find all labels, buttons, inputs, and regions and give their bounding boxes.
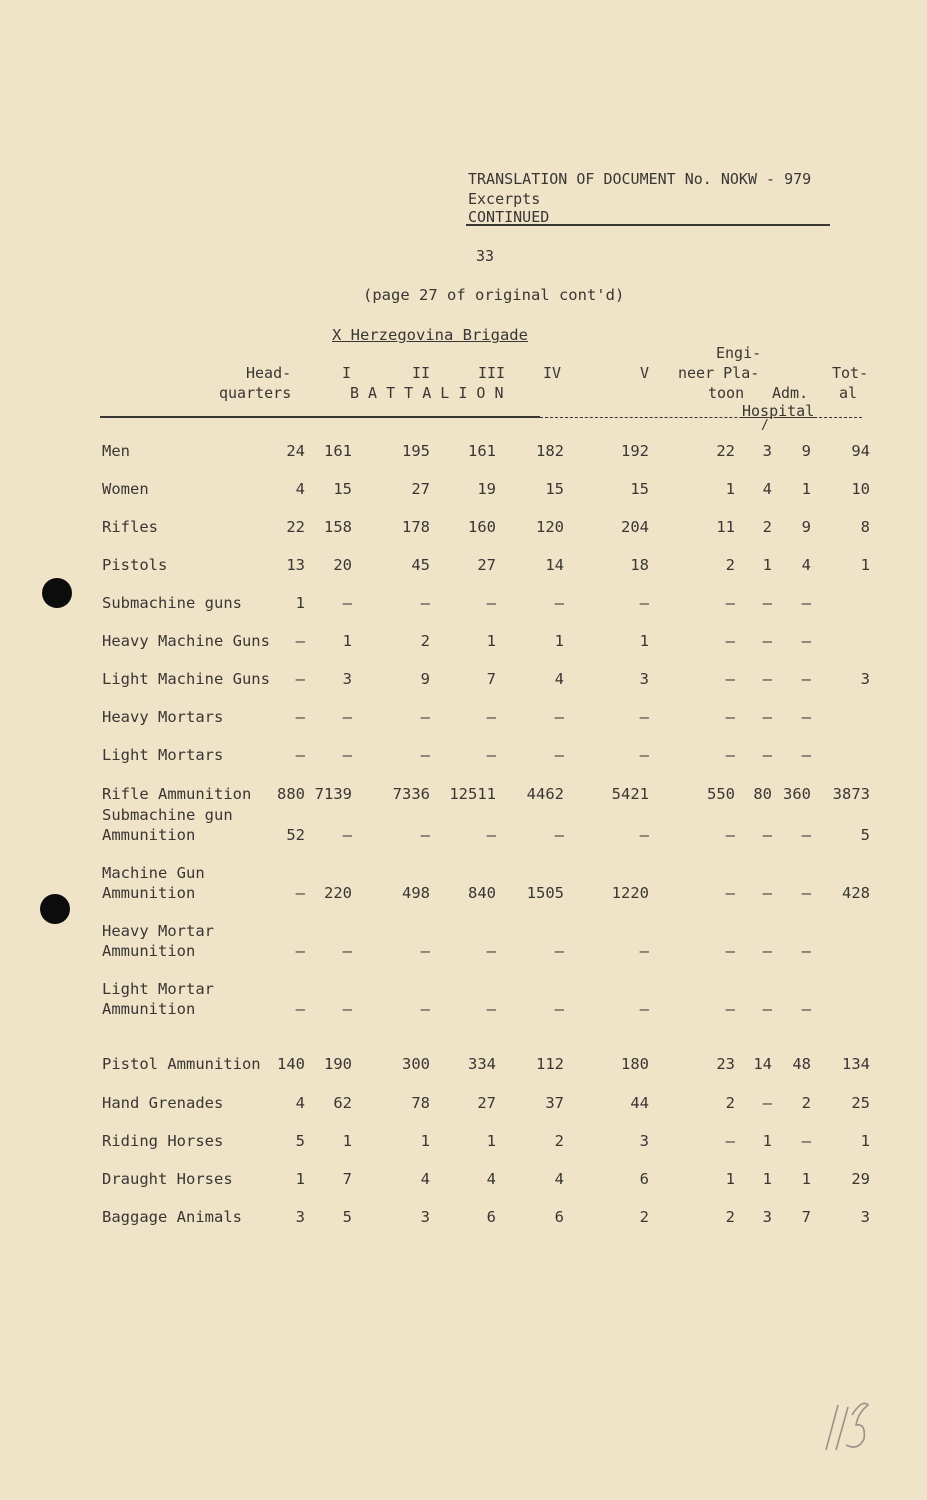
row-label: Heavy Mortar — [102, 922, 214, 940]
table-cell-hosp: 2 — [801, 1094, 811, 1112]
table-cell-b4: – — [554, 826, 564, 844]
table-cell-b2: 498 — [402, 884, 430, 902]
table-cell-b5: – — [639, 594, 649, 612]
table-cell-b1: 161 — [324, 442, 352, 460]
table-cell-hq: – — [295, 632, 305, 650]
table-cell-b2: – — [420, 708, 430, 726]
table-cell-eng: – — [725, 826, 735, 844]
table-header-rule — [100, 416, 540, 418]
row-label: Light Mortar — [102, 980, 214, 998]
table-cell-b1: 62 — [333, 1094, 352, 1112]
handwritten-initials — [818, 1395, 878, 1455]
table-cell-eng: 11 — [716, 518, 735, 536]
table-cell-eng: – — [725, 1132, 735, 1150]
table-cell-b2: 1 — [420, 1132, 430, 1150]
row-label: Baggage Animals — [102, 1208, 242, 1226]
table-cell-eng: – — [725, 594, 735, 612]
table-cell-b1: – — [342, 942, 352, 960]
table-cell-b3: 19 — [477, 480, 496, 498]
row-label: Pistols — [102, 556, 168, 574]
table-cell-b2: 195 — [402, 442, 430, 460]
table-cell-total: 3873 — [832, 785, 870, 803]
table-cell-total: 5 — [860, 826, 870, 844]
table-cell-hosp: 9 — [801, 518, 811, 536]
table-cell-eng: 22 — [716, 442, 735, 460]
table-cell-b3: 12511 — [449, 785, 496, 803]
table-cell-hq: 880 — [277, 785, 305, 803]
hospital-slash-mark: / — [761, 418, 769, 433]
table-cell-b4: 120 — [536, 518, 564, 536]
table-cell-b2: 9 — [420, 670, 430, 688]
table-cell-b4: 4462 — [526, 785, 564, 803]
document-subtitle: Excerpts — [468, 190, 541, 208]
table-cell-hosp: 4 — [801, 556, 811, 574]
header-rule — [466, 224, 830, 226]
continued-label: CONTINUED — [468, 208, 550, 226]
table-cell-adm: 2 — [762, 518, 772, 536]
row-label: Heavy Mortars — [102, 708, 224, 726]
table-cell-b4: 15 — [545, 480, 564, 498]
table-cell-b5: 192 — [621, 442, 649, 460]
table-cell-adm: 3 — [762, 1208, 772, 1226]
col-head-engineer-3: toon — [708, 384, 745, 402]
page-reference: (page 27 of original cont'd) — [363, 286, 625, 304]
table-cell-b2: 45 — [411, 556, 430, 574]
table-cell-b4: 4 — [554, 1170, 564, 1188]
table-cell-hq: – — [295, 884, 305, 902]
table-cell-b1: 7 — [342, 1170, 352, 1188]
table-cell-b3: 1 — [486, 632, 496, 650]
table-cell-b4: – — [554, 746, 564, 764]
table-cell-total: 25 — [851, 1094, 870, 1112]
table-cell-total: 3 — [860, 1208, 870, 1226]
row-label-continued: Ammunition — [102, 942, 196, 960]
table-cell-hosp: – — [801, 884, 811, 902]
table-header-rule-dashed — [540, 417, 862, 418]
table-cell-b2: – — [420, 826, 430, 844]
table-cell-adm: – — [762, 1094, 772, 1112]
table-cell-b1: 20 — [333, 556, 352, 574]
row-label: Pistol Ammunition — [102, 1055, 261, 1073]
table-cell-hosp: – — [801, 942, 811, 960]
row-label: Submachine gun — [102, 806, 233, 824]
table-cell-b3: 7 — [486, 670, 496, 688]
row-label: Rifle Ammunition — [102, 785, 252, 803]
table-cell-hq: 4 — [295, 480, 305, 498]
table-cell-hosp: 9 — [801, 442, 811, 460]
table-cell-adm: – — [762, 746, 772, 764]
row-label: Machine Gun — [102, 864, 205, 882]
table-cell-hq: – — [295, 942, 305, 960]
table-cell-hq: 13 — [286, 556, 305, 574]
table-cell-b3: – — [486, 594, 496, 612]
table-cell-b1: – — [342, 1000, 352, 1018]
table-cell-adm: – — [762, 1000, 772, 1018]
table-cell-b4: 14 — [545, 556, 564, 574]
table-cell-b4: 1 — [554, 632, 564, 650]
table-cell-total: 1 — [860, 1132, 870, 1150]
table-cell-b2: 178 — [402, 518, 430, 536]
table-cell-b3: – — [486, 746, 496, 764]
table-cell-b2: 3 — [420, 1208, 430, 1226]
table-cell-hq: 4 — [295, 1094, 305, 1112]
table-cell-hq: 1 — [295, 594, 305, 612]
table-cell-hosp: – — [801, 1000, 811, 1018]
table-cell-b2: 300 — [402, 1055, 430, 1073]
table-cell-total: 1 — [860, 556, 870, 574]
table-cell-b3: 334 — [468, 1055, 496, 1073]
table-cell-hq: 140 — [277, 1055, 305, 1073]
table-cell-b5: 3 — [639, 1132, 649, 1150]
row-label: Submachine guns — [102, 594, 242, 612]
table-cell-total: 428 — [842, 884, 870, 902]
table-cell-b5: 2 — [639, 1208, 649, 1226]
table-cell-b1: – — [342, 708, 352, 726]
table-cell-b5: – — [639, 746, 649, 764]
table-cell-adm: 1 — [762, 1170, 772, 1188]
table-cell-b4: – — [554, 942, 564, 960]
table-cell-b1: – — [342, 826, 352, 844]
table-cell-b3: – — [486, 1000, 496, 1018]
table-cell-b2: 7336 — [392, 785, 430, 803]
table-cell-b3: 4 — [486, 1170, 496, 1188]
table-cell-b3: 840 — [468, 884, 496, 902]
table-cell-b1: 220 — [324, 884, 352, 902]
table-cell-b3: – — [486, 942, 496, 960]
table-cell-b4: 6 — [554, 1208, 564, 1226]
table-cell-hq: 1 — [295, 1170, 305, 1188]
row-label: Heavy Machine Guns — [102, 632, 270, 650]
col-head-battalion-V: V — [640, 364, 650, 382]
table-cell-adm: – — [762, 826, 772, 844]
table-cell-b1: 158 — [324, 518, 352, 536]
table-cell-hosp: 360 — [783, 785, 811, 803]
table-cell-eng: 2 — [725, 1208, 735, 1226]
table-cell-b4: 112 — [536, 1055, 564, 1073]
table-cell-b5: – — [639, 826, 649, 844]
table-cell-hq: 22 — [286, 518, 305, 536]
table-cell-b5: – — [639, 942, 649, 960]
table-cell-b5: 18 — [630, 556, 649, 574]
row-label: Light Machine Guns — [102, 670, 270, 688]
row-label: Light Mortars — [102, 746, 224, 764]
row-label-continued: Ammunition — [102, 826, 196, 844]
table-cell-total: 94 — [851, 442, 870, 460]
table-cell-b1: 7139 — [314, 785, 352, 803]
table-cell-eng: 550 — [707, 785, 735, 803]
table-cell-hq: 24 — [286, 442, 305, 460]
table-cell-b2: 78 — [411, 1094, 430, 1112]
table-cell-b2: 2 — [420, 632, 430, 650]
table-cell-hq: 52 — [286, 826, 305, 844]
table-cell-total: 8 — [860, 518, 870, 536]
table-cell-b5: 1220 — [611, 884, 649, 902]
table-cell-b2: – — [420, 594, 430, 612]
table-cell-b1: 15 — [333, 480, 352, 498]
table-cell-adm: – — [762, 594, 772, 612]
table-cell-eng: – — [725, 746, 735, 764]
col-head-hq-2: quarters — [219, 384, 292, 402]
col-head-battalion-II: II — [412, 364, 431, 382]
table-cell-b5: 3 — [639, 670, 649, 688]
brigade-title: X Herzegovina Brigade — [332, 326, 528, 344]
table-cell-b1: 3 — [342, 670, 352, 688]
table-cell-adm: – — [762, 942, 772, 960]
table-cell-hosp: – — [801, 826, 811, 844]
table-cell-b5: 180 — [621, 1055, 649, 1073]
table-cell-b1: 1 — [342, 632, 352, 650]
col-head-battalion-III: III — [478, 364, 506, 382]
table-cell-b2: – — [420, 1000, 430, 1018]
table-cell-b1: 190 — [324, 1055, 352, 1073]
table-cell-hosp: 1 — [801, 1170, 811, 1188]
table-cell-b2: 4 — [420, 1170, 430, 1188]
row-label: Hand Grenades — [102, 1094, 224, 1112]
table-cell-adm: – — [762, 708, 772, 726]
table-cell-eng: 2 — [725, 1094, 735, 1112]
table-cell-b3: 6 — [486, 1208, 496, 1226]
table-cell-adm: 3 — [762, 442, 772, 460]
table-cell-b3: – — [486, 708, 496, 726]
table-cell-b5: 15 — [630, 480, 649, 498]
table-cell-hq: – — [295, 1000, 305, 1018]
binder-hole-top — [42, 578, 72, 608]
table-cell-hosp: – — [801, 594, 811, 612]
table-cell-adm: 14 — [753, 1055, 772, 1073]
table-cell-b5: 44 — [630, 1094, 649, 1112]
table-cell-b5: 5421 — [611, 785, 649, 803]
col-head-battalion-I: I — [342, 364, 352, 382]
table-cell-eng: – — [725, 708, 735, 726]
col-head-hq-1: Head- — [246, 364, 292, 382]
table-cell-hosp: 1 — [801, 480, 811, 498]
table-cell-adm: – — [762, 632, 772, 650]
table-cell-hq: – — [295, 708, 305, 726]
binder-hole-bottom — [40, 894, 70, 924]
row-label: Draught Horses — [102, 1170, 233, 1188]
table-cell-hq: – — [295, 746, 305, 764]
row-label: Rifles — [102, 518, 158, 536]
table-cell-hq: – — [295, 670, 305, 688]
table-cell-eng: – — [725, 942, 735, 960]
col-head-engineer-2: neer Pla- — [678, 364, 760, 382]
table-cell-hq: 5 — [295, 1132, 305, 1150]
table-cell-hosp: – — [801, 746, 811, 764]
table-cell-b1: 5 — [342, 1208, 352, 1226]
col-head-engineer-1: Engi- — [716, 344, 762, 362]
table-cell-b3: 160 — [468, 518, 496, 536]
table-cell-b4: – — [554, 1000, 564, 1018]
table-cell-b4: 37 — [545, 1094, 564, 1112]
row-label-continued: Ammunition — [102, 1000, 196, 1018]
table-cell-b1: – — [342, 594, 352, 612]
table-cell-eng: – — [725, 670, 735, 688]
table-cell-b5: 204 — [621, 518, 649, 536]
table-cell-b5: 1 — [639, 632, 649, 650]
table-cell-b4: 1505 — [526, 884, 564, 902]
table-cell-b5: 6 — [639, 1170, 649, 1188]
table-cell-hosp: 48 — [792, 1055, 811, 1073]
table-cell-total: 3 — [860, 670, 870, 688]
document-title: TRANSLATION OF DOCUMENT No. NOKW - 979 — [468, 170, 812, 188]
col-head-total-2: al — [839, 384, 858, 402]
table-cell-total: 10 — [851, 480, 870, 498]
row-label-continued: Ammunition — [102, 884, 196, 902]
col-head-adm: Adm. — [772, 384, 809, 402]
table-cell-b1: – — [342, 746, 352, 764]
table-cell-total: 29 — [851, 1170, 870, 1188]
table-cell-b1: 1 — [342, 1132, 352, 1150]
page-number: 33 — [476, 247, 495, 265]
table-cell-b2: 27 — [411, 480, 430, 498]
table-cell-b2: – — [420, 942, 430, 960]
col-head-total-1: Tot- — [832, 364, 869, 382]
table-cell-b3: 27 — [477, 1094, 496, 1112]
table-cell-b4: – — [554, 708, 564, 726]
table-cell-eng: 1 — [725, 480, 735, 498]
table-cell-hq: 3 — [295, 1208, 305, 1226]
table-cell-adm: 80 — [753, 785, 772, 803]
table-cell-b2: – — [420, 746, 430, 764]
table-cell-hosp: – — [801, 632, 811, 650]
table-cell-adm: – — [762, 884, 772, 902]
table-cell-hosp: – — [801, 708, 811, 726]
table-cell-b3: 1 — [486, 1132, 496, 1150]
table-cell-b3: 27 — [477, 556, 496, 574]
table-cell-b5: – — [639, 708, 649, 726]
table-cell-hosp: – — [801, 670, 811, 688]
row-label: Men — [102, 442, 130, 460]
table-cell-b4: – — [554, 594, 564, 612]
table-cell-adm: – — [762, 670, 772, 688]
table-cell-b4: 182 — [536, 442, 564, 460]
table-cell-adm: 4 — [762, 480, 772, 498]
table-cell-b4: 2 — [554, 1132, 564, 1150]
col-head-hospital: Hospital — [742, 402, 815, 420]
table-cell-eng: 23 — [716, 1055, 735, 1073]
table-cell-b3: – — [486, 826, 496, 844]
table-cell-b5: – — [639, 1000, 649, 1018]
row-label: Riding Horses — [102, 1132, 224, 1150]
table-cell-eng: 2 — [725, 556, 735, 574]
row-label: Women — [102, 480, 149, 498]
table-cell-hosp: 7 — [801, 1208, 811, 1226]
table-cell-b3: 161 — [468, 442, 496, 460]
table-cell-eng: – — [725, 884, 735, 902]
col-head-battalion-label: B A T T A L I O N — [350, 384, 504, 402]
table-cell-b4: 4 — [554, 670, 564, 688]
table-cell-hosp: – — [801, 1132, 811, 1150]
table-cell-adm: 1 — [762, 556, 772, 574]
table-cell-eng: 1 — [725, 1170, 735, 1188]
table-cell-adm: 1 — [762, 1132, 772, 1150]
table-cell-total: 134 — [842, 1055, 870, 1073]
col-head-battalion-IV: IV — [543, 364, 562, 382]
table-cell-eng: – — [725, 1000, 735, 1018]
table-cell-eng: – — [725, 632, 735, 650]
